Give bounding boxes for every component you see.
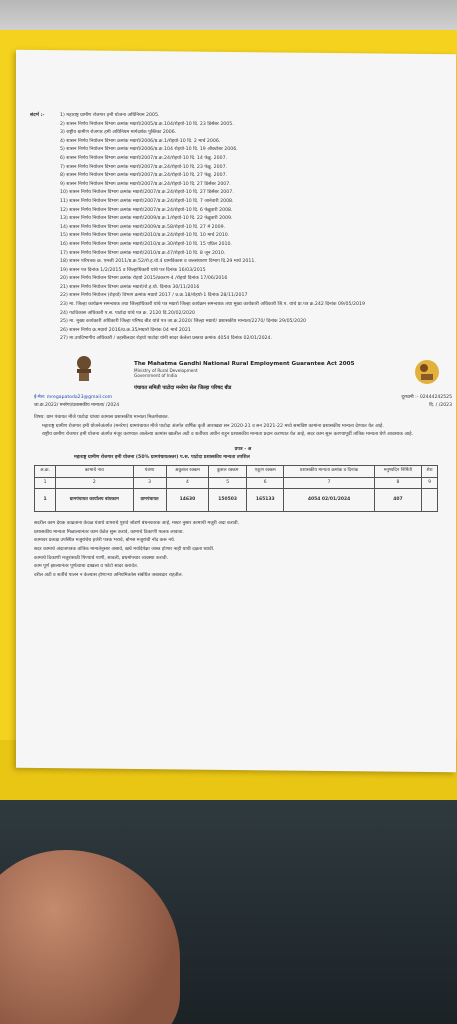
subject-line: विषय: ग्राम पंचायत मौजे पाटोदा यांच्या कामास प्रशासकीय मान्यता मिळणेबाबत. [34,415,169,421]
reference-item: 10) शासन निर्णय नियोजन विभाग क्रमांक मग्रारो/2007/प्र.क्र.24/रोहयो-10 दि. 27 डिसेंबर 2007. [60,190,234,196]
reference-item: 14) शासन निर्णय नियोजन विभाग क्रमांक मग्रारो/2009/प्र.क्र.58/रोहयो-10 दि. 27 मे 2009. [60,224,226,230]
letterhead-title: The Mahatma Gandhi National Rural Employment Guarantee Act 2005 [134,361,355,368]
condition-item: सदरील काम देयक काढताना केवळ यंत्राचे वापराचे पुरावे जोडणे बंधनकारक आहे, मस्टर नुसार कामाची मजुरी अदा करावी. [34,521,240,527]
reference-item: 25) मा. मुख्य कार्यकारी अधिकारी जिल्हा परिषद बीड यांचे पत्र जा.क्र.2020/ जिल्हा मग्रारो/ प्रशासकीय मान्यता/2270/ दिनांक 29/05/2020 [60,319,307,325]
reference-item: 19) शासन पत्र दिनांक 1/2/2015 व जिल्हाधिकारी यांचे पत्र दिनांक 16/03/2015 [60,267,206,273]
phone-text: दूरध्वनी :- 02444242525 [401,395,452,401]
letterhead-ministry: Ministry of Rural Development Government of India [134,368,198,379]
mgnrega-logo-icon [412,358,442,386]
reference-item: 4) शासन निर्णय नियोजन विभाग क्रमांक मग्रारो/2006/प्र.क्र.1/रोहयो-10 दि. 2 मार्च 2006. [60,138,221,144]
table-cell: 150503 [209,489,247,512]
condition-item: कामाचे ठिकाणी मजुरांसाठी पिण्याचे पाणी, सावली, प्रथमोपचार व्यवस्था करावी. [34,555,169,561]
reference-item: 20) शासन निर्णय नियोजन विभाग क्रमांक रोहयो 2015/प्रकरण-4 /रोहयो दिनांक 17/06/2016 [60,276,228,282]
column-number: 6 [247,477,284,489]
reference-item: 1) महाराष्ट्र ग्रामीण रोजगार हमी योजना अधिनियम 2005. [60,113,160,118]
reference-item: 18) शासन परिपत्रक क्र. एमजी 2011/प्र.क्र.52/रो.ह.यो.4 ग्रामविकास व जलसंधारण विभाग दि.29 मार्च 2011. [60,259,256,265]
reference-item: 26) शासन निर्णय क्र.मग्रारो 2016/प्र.क्र.35/मग्रारो दिनांक 04 मार्च 2021 [60,327,191,333]
table-subtitle: महाराष्ट्र ग्रामीण रोजगार हमी योजना (50% ग्रामपंचायतस्तर) प.स. पाटोदा प्रशासकीय मान्यता तपशिल [74,455,250,461]
reference-item: 6) शासन निर्णय नियोजन विभाग क्रमांक मग्रारो/2007/प्र.क्र.24/रोहयो-10 दि. 14 फेब्रु. 2007. [60,155,228,161]
column-header: अकुशल रक्कम [166,466,209,478]
ashoka-emblem-icon [72,354,96,384]
column-header: कुशल रक्कम [209,466,247,478]
table-cell: 4054 02/01/2024 [284,489,374,512]
table-cell: ग्रामपंचायत कार्यालय बांधकाम [56,489,133,512]
reference-item: 5) शासन निर्णय नियोजन विभाग क्रमांक मग्रारो/2006/प्र.क्र.104 रोहयो-10 दि. 19 ऑक्टोबर 2006. [60,147,238,153]
reference-item: 11) शासन निर्णय नियोजन विभाग क्रमांक मग्रारो/2007/प्र.क्र.24/रोहयो-10 दि. 7 जानेवारी 2008. [60,198,234,204]
table-header-row [35,466,438,478]
sanction-table-section [34,446,452,512]
column-header: कामाचे नाव [56,466,133,478]
column-header: अ.क्र. [35,466,56,478]
column-header: मनुष्यदिन निर्मिती [374,466,421,478]
reference-item: 22) शासन निर्णय नियोजन (रोहयो) विभाग क्रमांक मग्रारो 2017 / प्र.क्र.18/रोहयो-1 दिनांक 28/11/2017 [60,293,248,299]
sanction-table [34,465,438,512]
conditions-list [34,520,452,580]
column-header: यंत्रणा [133,466,166,478]
column-number: 3 [133,477,166,489]
reference-item: 13) शासन निर्णय नियोजन विभाग क्रमांक मग्रारो/2009/प्र.क्र.1/रोहयो-10 दि. 22 फेब्रुवारी 2009. [60,216,233,222]
column-header: शेरा [422,466,438,478]
column-number: 4 [166,477,209,489]
table-cell: ग्रामपंचायत [133,489,166,512]
column-header: प्रशासकीय मान्यता क्रमांक व दिनांक [284,466,374,478]
reference-item: 15) शासन निर्णय नियोजन विभाग क्रमांक मग्रारो/2010/प्र.क्र.24/रोहयो-10 दि. 10 मार्च 2010. [60,233,230,239]
reference-item: 2) शासन निर्णय नियोजन विभाग क्रमांक मग्रारो/2005/प्र.क्र.104/रोहयो-10 दि. 23 डिसेंबर 2005. [60,121,234,127]
date-text: दि. / /2023 [429,403,452,409]
reference-item: 17) शासन निर्णय नियोजन विभाग क्रमांक मग्रारो/2010/प्र.क्र.47/रोहयो-10 दि. 8 जून 2010. [60,250,226,256]
document-content [30,112,452,580]
table-cell [422,489,438,512]
reference-item: 9) शासन निर्णय नियोजन विभाग क्रमांक मग्रारो/2007/प्र.क्र.24/रोहयो-10 दि. 27 डिसेंबर 2007. [60,181,231,187]
column-number: 9 [422,477,438,489]
reference-item: 8) शासन निर्णय नियोजन विभाग क्रमांक मग्रारो/2007/प्र.क्र.24/रोहयो-10 दि. 27 फेब्रु. 2007. [60,173,228,179]
reference-item: 21) शासन निर्णय नियोजन विभाग क्रमांक मग्रारो/रो.ह.यो. दिनांक 30/11/2016 [60,284,200,290]
reference-item: 24) गटविकास अधिकारी प.स. पाटोदा यांचे पत्र क्र. 2120 दि.20/02/2020 [60,310,195,316]
table-cell: 407 [374,489,421,512]
paragraph-2: राष्ट्रीय ग्रामीण रोजगार हमी योजना अंतर्गत मंजूर करण्यात आलेल्या कामांस खालील अटी व शर्तीच्या अधीन राहून प्रशासकीय मान्यता प्रदान करण्यात येत आहे, सदर काम सुरू करण्यापूर्वी तांत्रिक मान्यता घेणे आवश्यक आहे. [42,432,414,438]
table-cell: 14630 [166,489,209,512]
condition-item: वरील अटी व शर्तीचे पालन न केल्यास होणाऱ्या अनियमिततेस संबंधित जबाबदार राहतील. [34,572,184,578]
column-number: 7 [284,477,374,489]
letterhead [34,352,452,394]
reference-item: 12) शासन निर्णय नियोजन विभाग क्रमांक मग्रारो/2007/प्र.क्र.24/रोहयो-10 दि. 6 फेब्रुवारी 2008. [60,207,233,213]
table-row [35,489,438,512]
reference-number: जा.क्र.2022/ मनरेगा/प्रशासकीय मान्यता/ /2024 [34,403,120,409]
column-number: 1 [35,477,56,489]
column-number: 5 [209,477,247,489]
reference-item: 3) राष्ट्रीय ग्रामीण रोजगार हमी अधिनियम मार्गदर्शक पुस्तिका 2006. [60,130,177,136]
table-title: प्रपत्र - अ [234,446,252,452]
condition-item: प्रशासकीय मान्यता मिळाल्यानंतर काम वेळेत सुरू करावे, कामाचे ठिकाणी फलक लावावा. [34,529,184,535]
column-header: एकूण रक्कम [247,466,284,478]
paragraph-1: महाराष्ट्र ग्रामीण रोजगार हमी योजनेअंतर्गत (मनरेगा) ग्रामपंचायत मौजे पाटोदा अंतर्गत वार्षिक कृती आराखडा सन 2020-21 व सन 2021-22 मध्ये समाविष्ट कामांना प्रशासकीय मान्यता देण्यात येत आहे. [42,423,384,429]
table-cell: 1 [35,489,56,512]
reference-item: 23) मा. जिल्हा कार्यक्रम समन्वयक तथा जिल्हाधिकारी यांचे पत्र मग्रारो जिल्हा कार्यक्रम समन्वयक तथा मुख्य कार्यकारी अधिकारी जि.प. यांचे प्रा.पत्र क्र.242 दिनांक 09/05/2019 [60,302,365,308]
table-number-row [35,477,438,489]
reference-list [60,112,452,344]
letterhead-office: पंचायत समिती पाटोदा मनरेगा सेल जिल्हा परिषद बीड [134,385,232,392]
column-number: 8 [374,477,421,489]
reference-item: 27) मा.उपविभागीय अधिकारी / तहसीलदार रोहयो पाटोदा यांनी सादर केलेला प्रस्ताव क्रमांक 4054 दिनांक 02/01/2024. [60,336,273,342]
table-cell: 165133 [247,489,284,512]
column-number: 2 [56,477,133,489]
condition-item: कामावर प्रत्यक्ष उपस्थित मजुरांचेच हजेरी पत्रक भरावे, बोगस मजुरांची नोंद करू नये. [34,538,176,544]
contact-block [34,394,452,410]
condition-item: काम पूर्ण झाल्यानंतर पूर्णत्वाचा दाखला व फोटो सादर करावेत. [34,564,139,570]
reference-heading: संदर्भ :- [30,113,45,118]
condition-item: सदर कामाचे अंदाजपत्रक तांत्रिक मान्यतेनुसार असावे, खर्च मर्यादेपेक्षा जास्त होणार नाही याची दक्षता घ्यावी. [34,546,215,552]
reference-item: 7) शासन निर्णय नियोजन विभाग क्रमांक मग्रारो/2007/प्र.क्र.24/रोहयो-10 दि. 23 फेब्रु. 2007. [60,164,228,170]
reference-item: 16) शासन निर्णय नियोजन विभाग क्रमांक मग्रारो/2010/प्र.क्र.30/रोहयो-10 दि. 15 एप्रिल 2010. [60,241,232,247]
email-text: ई-मेल: mregapatoda23@gmail.com [34,395,113,401]
